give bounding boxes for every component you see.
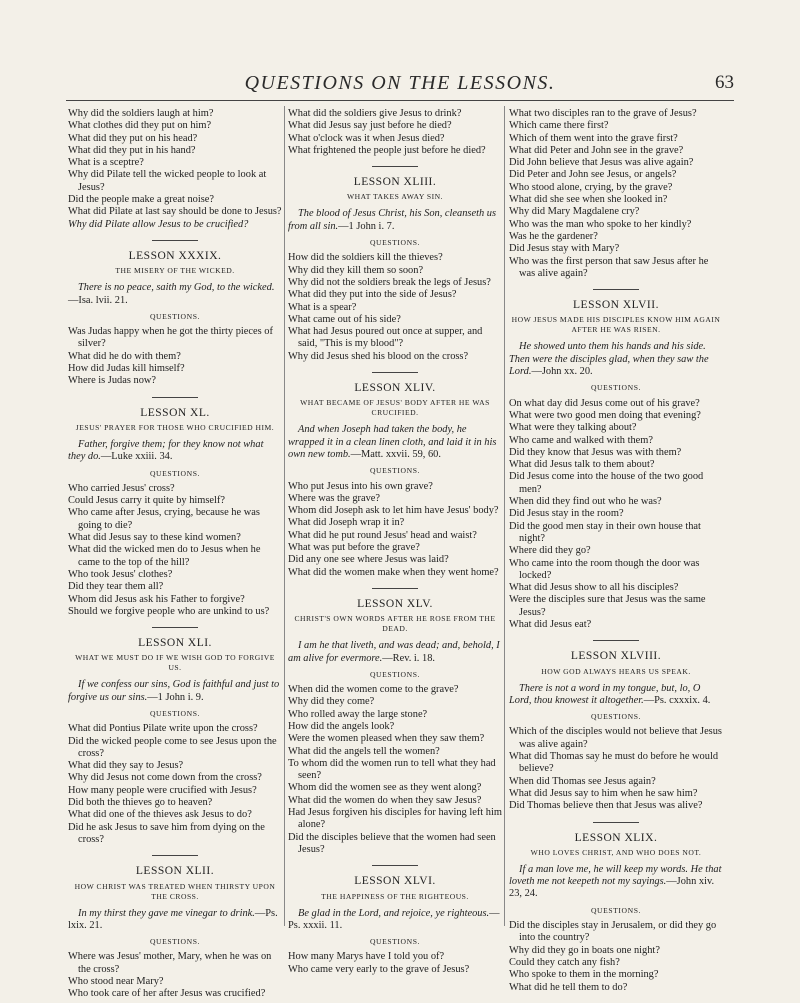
question: What did he put round Jesus' head and waist? — [288, 529, 477, 541]
lesson-title: LESSON XLV. — [357, 597, 433, 610]
section-rule — [372, 865, 418, 866]
lesson-block — [288, 588, 502, 856]
question: Did the disciples stay in Jerusalem, or did they go into the country? — [509, 920, 717, 944]
question: What did Joseph wrap it in? — [288, 517, 405, 529]
question: Did Jesus stay with Mary? — [509, 243, 620, 255]
questions-label: QUESTIONS. — [369, 466, 421, 476]
question: What did one of the thieves ask Jesus to do? — [68, 809, 252, 821]
question: Why did Pilate allow Jesus to be crucified? — [68, 218, 249, 230]
question: Who was the man who spoke to her kindly? — [509, 218, 692, 230]
question: When did they find out who he was? — [509, 496, 662, 508]
verse-text: There is not a word in my tongue, but, lo, O Lord, thou knowest it altogether. — [509, 682, 701, 706]
lesson-subtitle: JESUS' PRAYER FOR THOSE WHO CRUCIFIED HIM. — [75, 422, 275, 432]
lesson-title: LESSON XLII. — [135, 865, 215, 878]
question: Who came and walked with them? — [509, 434, 653, 446]
questions-label: QUESTIONS. — [369, 238, 421, 248]
lesson-block — [288, 865, 502, 976]
lesson-title: LESSON XXXIX. — [128, 249, 222, 262]
question: On what day did Jesus come out of his grave? — [509, 397, 700, 409]
lesson-title: LESSON XLVIII. — [570, 650, 662, 663]
question: Did both the thieves go to heaven? — [68, 797, 213, 809]
section-rule — [593, 822, 639, 823]
question: Who put Jesus into his own grave? — [288, 480, 433, 492]
lesson-subtitle: WHAT TAKES AWAY SIN. — [346, 192, 444, 202]
question: Why did they come? — [288, 696, 375, 708]
scripture-verse — [509, 864, 723, 901]
question: What frightened the people just before he died? — [288, 144, 486, 156]
question: Could Jesus carry it quite by himself? — [68, 495, 225, 507]
question: What did Peter and John see in the grave? — [509, 144, 684, 156]
verse-text: If a man love me, he will keep my words. He that loveth me not keepeth not my sayings. — [509, 863, 722, 888]
question: What were they talking about? — [509, 422, 637, 434]
question: Where did they go? — [509, 545, 591, 557]
question: Did the wicked people come to see Jesus upon the cross? — [68, 735, 277, 759]
scripture-verse — [68, 282, 282, 307]
question: Did Jesus come into the house of the two good men? — [509, 471, 704, 495]
question: Should we forgive people who are unkind to us? — [68, 605, 270, 617]
lesson-subtitle: WHAT WE MUST DO IF WE WISH GOD TO FORGIVE US. — [75, 653, 275, 673]
question: What clothes did they put on him? — [68, 120, 212, 132]
questions-label: QUESTIONS. — [590, 905, 642, 915]
verse-reference: —Ps. xxxii. 11. — [288, 907, 500, 931]
verse-text: I am he that liveth, and was dead; and, behold, I am alive for evermore. — [288, 640, 500, 664]
question: What did she see when she looked in? — [509, 194, 668, 206]
verse-text: If we confess our sins, God is faithful and just to forgive us our sins. — [68, 679, 280, 703]
lesson-title: LESSON XLI. — [138, 637, 212, 650]
verse-text: He showed unto them his hands and his side. Then were the disciples glad, when they saw the Lord. — [509, 341, 709, 378]
question: Were the women pleased when they saw them? — [288, 733, 485, 745]
lesson-title: LESSON XLVII. — [573, 299, 659, 312]
lesson-block — [509, 640, 723, 812]
question: Did they know that Jesus was with them? — [509, 446, 682, 458]
question: What did Jesus talk to them about? — [509, 459, 655, 471]
lesson-subtitle: THE HAPPINESS OF THE RIGHTEOUS. — [321, 891, 469, 901]
question: Was Judas happy when he got the thirty pieces of silver? — [68, 326, 273, 350]
lesson-block — [68, 240, 282, 388]
question: How many people were crucified with Jesus? — [68, 784, 257, 796]
question: What were two good men doing that evening? — [509, 409, 701, 421]
section-rule — [593, 640, 639, 641]
lesson-block — [509, 822, 723, 994]
page-number: 63 — [715, 72, 734, 93]
question: Why did Pilate tell the wicked people to look at Jesus? — [68, 169, 267, 193]
lesson-block — [509, 289, 723, 631]
question: Why did Mary Magdalene cry? — [509, 206, 640, 218]
question: Did any one see where Jesus was laid? — [288, 554, 449, 566]
verse-text: In my thirst they gave me vinegar to drink. — [78, 907, 255, 919]
text-column-2 — [288, 108, 502, 978]
question: Did Peter and John see Jesus, or angels? — [509, 169, 677, 181]
question: Did Jesus stay in the room? — [509, 508, 624, 520]
lesson-block — [68, 855, 282, 1000]
scripture-verse — [288, 640, 502, 665]
verse-reference: —1 John i. 7. — [338, 220, 395, 232]
question: Did Thomas believe then that Jesus was alive? — [509, 800, 703, 812]
questions-label: QUESTIONS. — [590, 712, 642, 722]
question: Who came into the room though the door was locked? — [509, 557, 700, 581]
question: What did Pilate at last say should be done to Jesus? — [68, 206, 282, 218]
question: What came out of his side? — [288, 313, 401, 325]
verse-reference: —John xiv. 23, 24. — [509, 876, 715, 900]
question: Who stood alone, crying, by the grave? — [509, 181, 673, 193]
scripture-verse — [68, 679, 282, 704]
question: Why did not the soldiers break the legs of Jesus? — [288, 276, 491, 288]
scripture-verse — [68, 439, 282, 464]
question: What did they put on his head? — [68, 132, 198, 144]
lesson-subtitle: HOW JESUS MADE HIS DISCIPLES KNOW HIM AGAIN AFTER HE WAS RISEN. — [511, 315, 721, 335]
questions-label: QUESTIONS. — [590, 383, 642, 393]
question: What did Pontius Pilate write upon the cross? — [68, 723, 258, 735]
lesson-subtitle: WHAT BECAME OF JESUS' BODY AFTER HE WAS CRUCIFIED. — [300, 398, 490, 418]
question: What did Jesus show to all his disciples? — [509, 582, 679, 594]
section-rule — [593, 289, 639, 290]
question: When did Thomas see Jesus again? — [509, 775, 656, 787]
questions-label: QUESTIONS. — [369, 669, 421, 679]
section-rule — [372, 372, 418, 373]
verse-reference: —Luke xxiii. 34. — [100, 451, 173, 463]
questions-label: QUESTIONS. — [149, 468, 201, 478]
question: What did he tell them to do? — [509, 981, 628, 993]
question: Why did they kill them so soon? — [288, 264, 424, 276]
question: What had Jesus poured out once at supper, and said, "This is my blood"? — [288, 326, 483, 350]
question: Where was Jesus' mother, Mary, when he was on the cross? — [68, 951, 272, 975]
question: Whom did the women see as they went along? — [288, 782, 482, 794]
question: Which came there first? — [509, 120, 609, 132]
question: What was put before the grave? — [288, 542, 420, 554]
verse-text: And when Joseph had taken the body, he wrapped it in a clean linen cloth, and laid it in his own new tomb. — [288, 424, 497, 460]
verse-reference: —Ps. lxix. 21. — [68, 907, 278, 931]
question: When did the women come to the grave? — [288, 684, 459, 696]
verse-text: Be glad in the Lord, and rejoice, ye righteous. — [298, 907, 490, 919]
question: Where is Judas now? — [68, 375, 157, 387]
text-column-1 — [68, 108, 282, 1003]
questions-label: QUESTIONS. — [149, 708, 201, 718]
question: What did the wicked men do to Jesus when he came to the top of the hill? — [68, 544, 261, 568]
question: Why did they go in boats one night? — [509, 944, 660, 956]
question: Who rolled away the large stone? — [288, 708, 428, 720]
question: What o'clock was it when Jesus died? — [288, 132, 445, 144]
question: What is a sceptre? — [68, 157, 144, 169]
scripture-verse — [288, 208, 502, 233]
question: What did the angels tell the women? — [288, 745, 440, 757]
section-rule — [152, 627, 198, 628]
question: Who was the first person that saw Jesus after he was alive again? — [509, 255, 709, 279]
question: What did Jesus say just before he died? — [288, 120, 452, 132]
section-rule — [152, 240, 198, 241]
question: Did John believe that Jesus was alive again? — [509, 157, 694, 169]
question: Whom did Joseph ask to let him have Jesus' body? — [288, 505, 499, 517]
verse-text: There is no peace, saith my God, to the wicked. — [78, 282, 275, 294]
question: What did they say to Jesus? — [68, 760, 184, 772]
question: Who took Jesus' clothes? — [68, 568, 173, 580]
scripture-verse — [509, 341, 723, 378]
question: Which of the disciples would not believe that Jesus was alive again? — [509, 726, 722, 750]
lesson-block — [68, 397, 282, 618]
section-rule — [152, 397, 198, 398]
lesson-title: LESSON XLIII. — [353, 176, 437, 189]
verse-reference: —Ps. cxxxix. 4. — [643, 694, 711, 706]
lesson-subtitle: HOW GOD ALWAYS HEARS US SPEAK. — [541, 666, 691, 676]
lesson-subtitle: THE MISERY OF THE WICKED. — [115, 266, 235, 276]
lesson-subtitle: HOW CHRIST WAS TREATED WHEN THIRSTY UPON THE CROSS. — [74, 881, 276, 901]
question: Why did Jesus shed his blood on the cross? — [288, 350, 469, 362]
question: Could they catch any fish? — [509, 956, 620, 968]
lesson-block — [288, 372, 502, 579]
question: How did the angels look? — [288, 720, 395, 732]
page-header — [66, 70, 734, 101]
scripture-verse — [288, 908, 502, 933]
question: What did Jesus say to him when he saw him? — [509, 787, 698, 799]
question: Were the disciples sure that Jesus was the same Jesus? — [509, 594, 706, 618]
question: Was he the gardener? — [509, 230, 598, 242]
scripture-verse — [288, 424, 502, 461]
question: Whom did Jesus ask his Father to forgive? — [68, 593, 245, 605]
question: Did he ask Jesus to save him from dying on the cross? — [68, 821, 265, 845]
question: To whom did the women run to tell what they had seen? — [288, 757, 496, 782]
question: What did the women make when they went home? — [288, 566, 499, 578]
lesson-title: LESSON XLIX. — [574, 831, 658, 844]
question: What did they put into the side of Jesus? — [288, 289, 457, 301]
questions-label: QUESTIONS. — [369, 937, 421, 947]
lesson-title: LESSON XLIV. — [354, 382, 436, 395]
question: What did he do with them? — [68, 350, 181, 362]
verse-reference: —1 John i. 9. — [147, 691, 204, 703]
question: Who carried Jesus' cross? — [68, 482, 175, 494]
text-column-3 — [509, 108, 723, 996]
lesson-subtitle: CHRIST'S OWN WORDS AFTER HE ROSE FROM THE DEAD. — [294, 614, 496, 634]
question: Where was the grave? — [288, 492, 381, 504]
lesson-title: LESSON XLVI. — [354, 875, 436, 888]
question: Who stood near Mary? — [68, 976, 164, 988]
scripture-verse — [509, 683, 723, 708]
question: What did they put in his hand? — [68, 144, 196, 156]
lesson-block — [68, 627, 282, 846]
question: What did Jesus eat? — [509, 618, 592, 630]
verse-text: The blood of Jesus Christ, his Son, cleanseth us from all sin. — [288, 208, 496, 232]
question: Who came very early to the grave of Jesus? — [288, 963, 470, 975]
section-rule — [372, 588, 418, 589]
question: Why did Jesus not come down from the cross? — [68, 772, 262, 784]
question: Had Jesus forgiven his disciples for having left him alone? — [288, 807, 502, 831]
lesson-block — [288, 166, 502, 363]
question: Who came after Jesus, crying, because he was going to die? — [68, 507, 260, 531]
verse-reference: —Matt. xxvii. 59, 60. — [350, 448, 441, 460]
question: Did the people make a great noise? — [68, 194, 214, 206]
section-rule — [372, 166, 418, 167]
section-rule — [152, 855, 198, 856]
question: What is a spear? — [288, 301, 357, 313]
question: Did the disciples believe that the women had seen Jesus? — [288, 831, 496, 855]
question: Why did the soldiers laugh at him? — [68, 108, 214, 119]
verse-reference: —Isa. lvii. 21. — [68, 294, 128, 306]
verse-reference: —John xx. 20. — [531, 366, 593, 378]
question: What did the soldiers give Jesus to drink? — [288, 108, 462, 119]
question: What did Thomas say he must do before he would believe? — [509, 751, 719, 775]
question: What did Jesus say to these kind women? — [68, 532, 241, 544]
verse-text: Father, forgive them; for they know not what they do. — [68, 438, 264, 463]
verse-reference: —Rev. i. 18. — [382, 652, 435, 664]
scripture-verse — [68, 908, 282, 933]
question: How many Marys have I told you of? — [288, 951, 445, 963]
column-divider — [284, 106, 285, 926]
question: How did the soldiers kill the thieves? — [288, 252, 443, 264]
column-divider — [504, 106, 505, 926]
question: Did the good men stay in their own house that night? — [509, 520, 701, 544]
lesson-title: LESSON XL. — [140, 406, 210, 419]
question: Who spoke to them in the morning? — [509, 969, 659, 981]
question: What did the women do when they saw Jesus? — [288, 794, 482, 806]
questions-label: QUESTIONS. — [149, 311, 201, 321]
questions-label: QUESTIONS. — [149, 937, 201, 947]
question: Which of them went into the grave first? — [509, 132, 678, 144]
running-title: QUESTIONS ON THE LESSONS. — [244, 72, 556, 94]
question: Did they tear them all? — [68, 581, 164, 593]
question: What two disciples ran to the grave of Jesus? — [509, 108, 697, 119]
lesson-subtitle: WHO LOVES CHRIST, AND WHO DOES NOT. — [530, 847, 702, 857]
question: How did Judas kill himself? — [68, 363, 185, 375]
question: Who took care of her after Jesus was crucified? — [68, 988, 266, 1000]
